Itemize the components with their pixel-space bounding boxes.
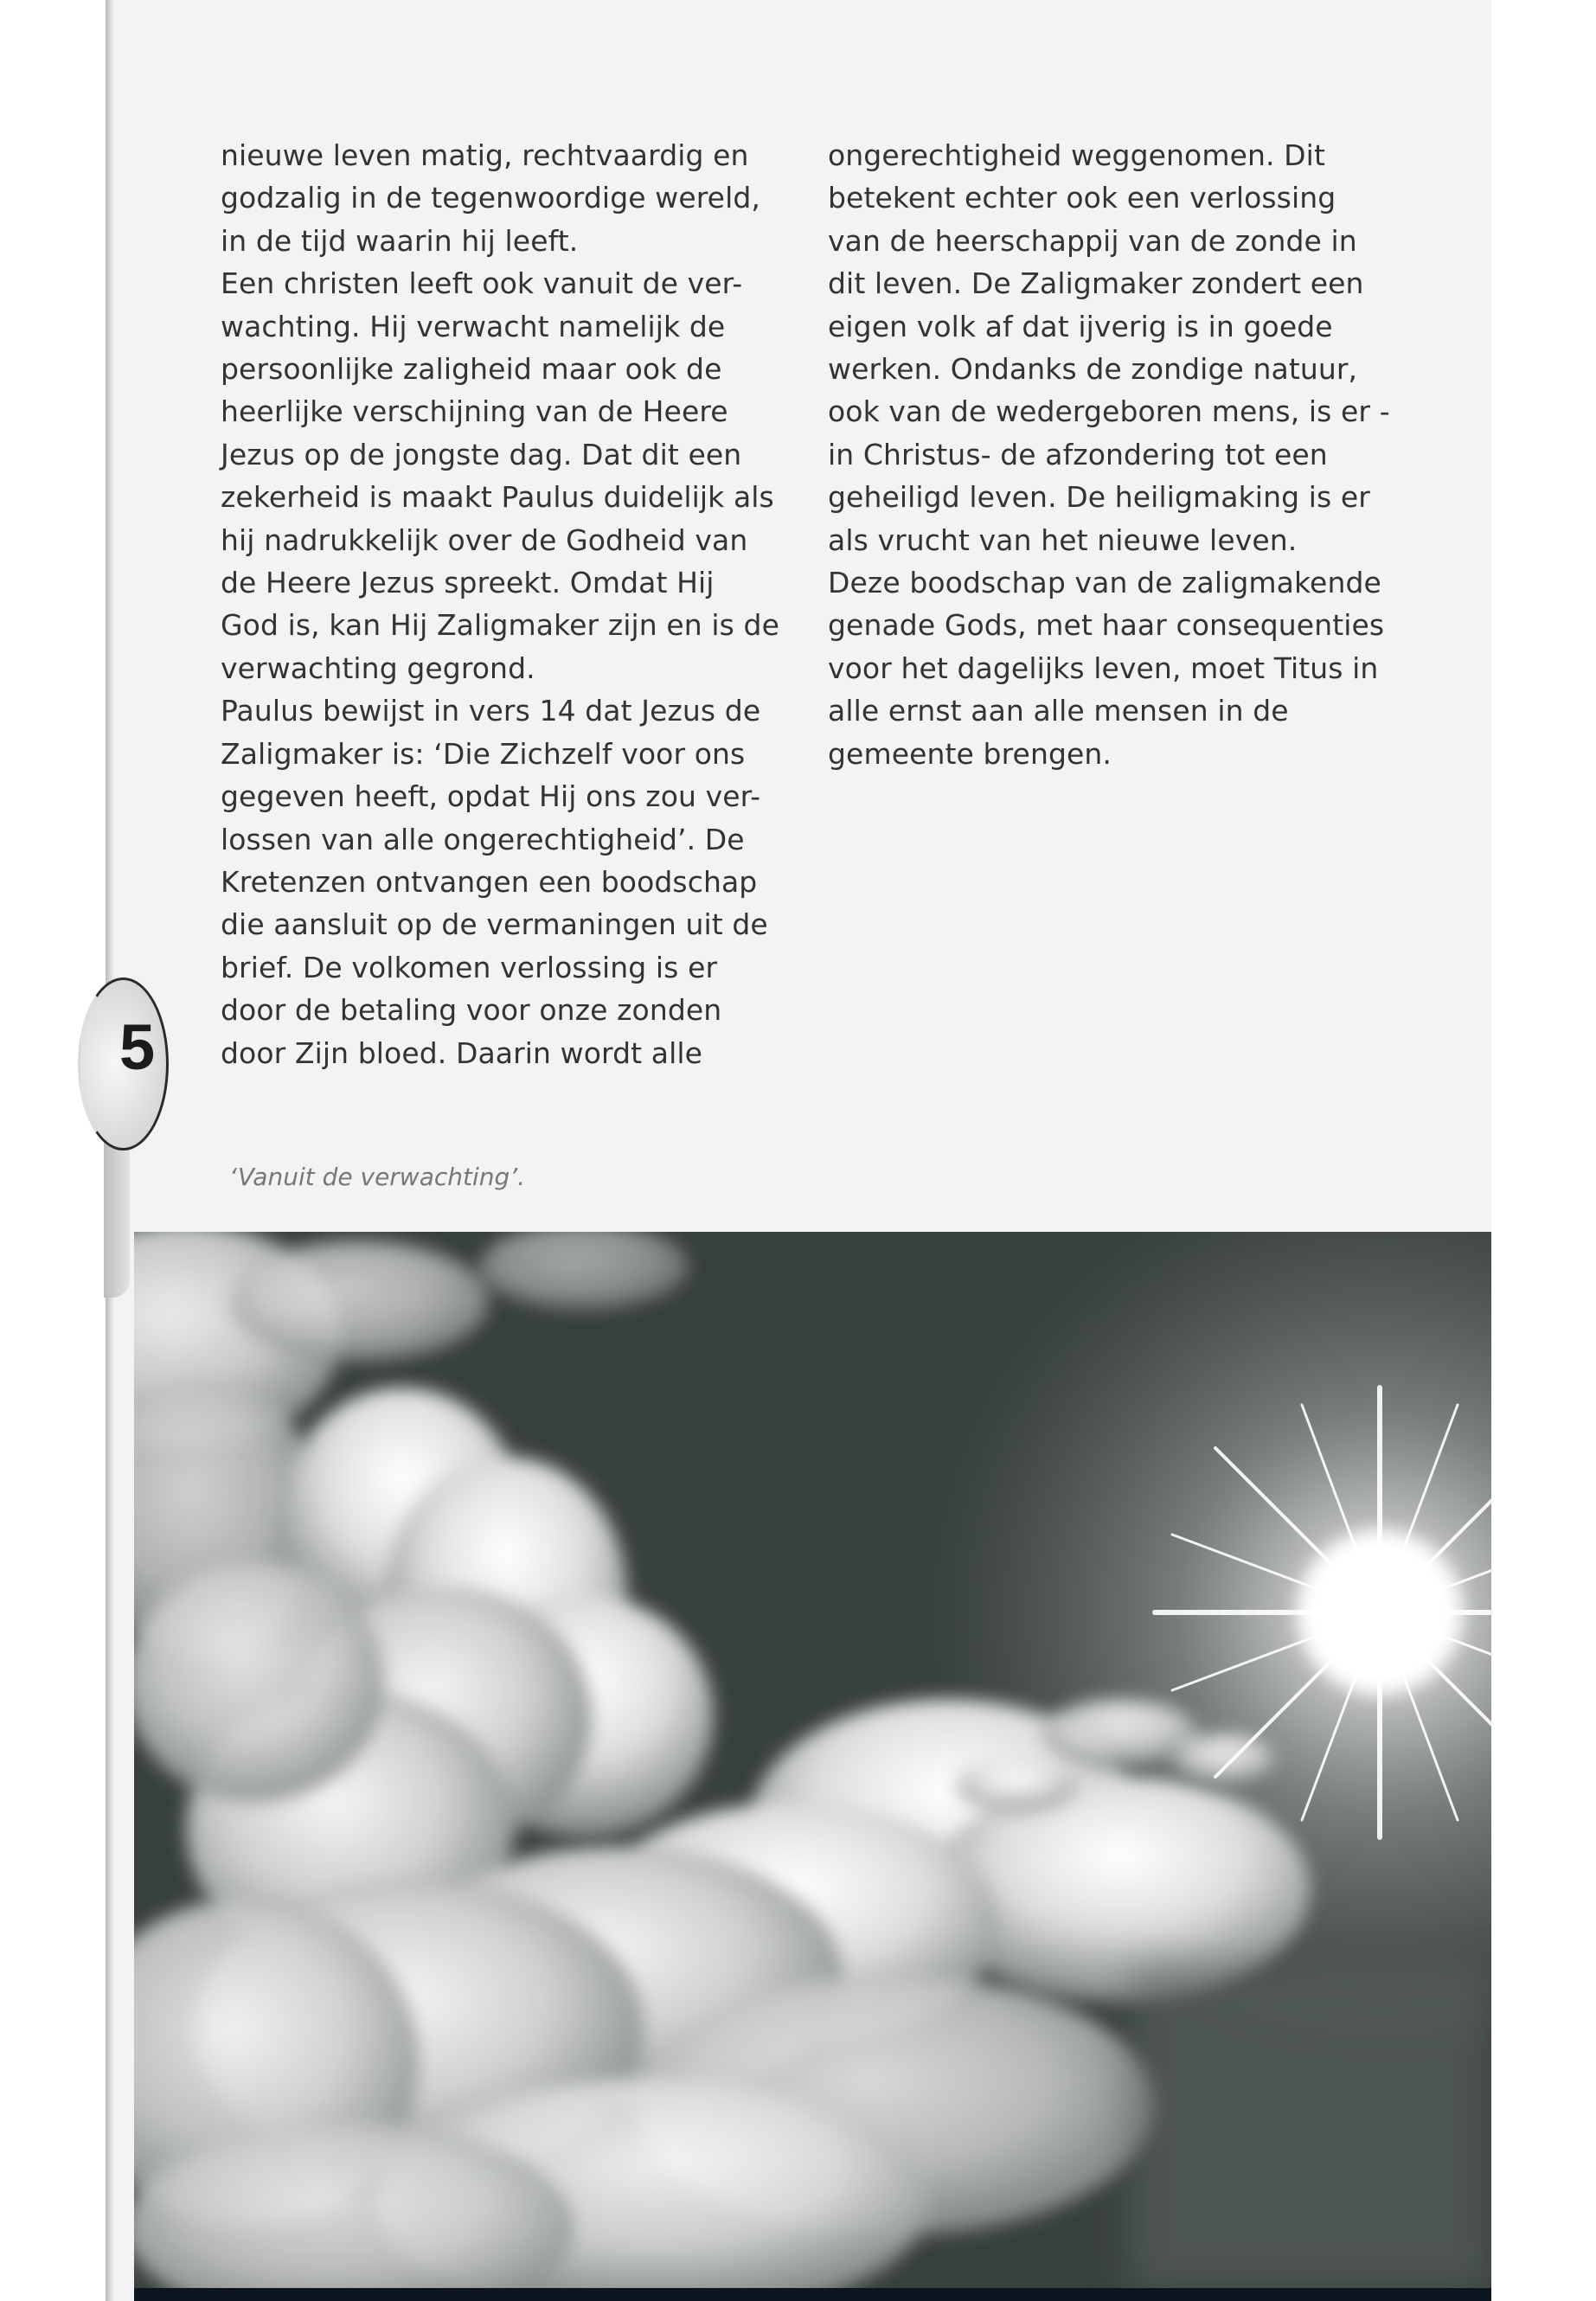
text-line: in Christus- de afzondering tot een [828,437,1328,471]
text-line: in de tijd waarin hij leeft. [221,223,579,258]
text-line: ongerechtigheid weggenomen. Dit [828,138,1325,172]
chapter-tab-lower-edge [104,1125,130,1298]
text-line: als vrucht van het nieuwe leven. [828,522,1298,557]
text-line: werken. Ondanks de zondige natuur, [828,352,1358,387]
text-line: lossen van alle ongerechtigheid’. De [221,822,745,856]
photo-bottom-edge [134,2288,1491,2301]
text-line: persoonlijke zaligheid maar ook de [221,352,722,387]
text-line: geheiligd leven. De heiligmaking is er [828,480,1370,515]
text-line: voor het dagelijks leven, moet Titus in [828,651,1379,685]
text-line: heerlijke verschijning van de Heere [221,394,728,429]
text-line: wachting. Hij verwacht namelijk de [221,309,726,343]
text-line: betekent echter ook een verlossing [828,181,1336,215]
text-line: Een christen leeft ook vanuit de ver- [221,266,743,301]
text-line: nieuwe leven matig, rechtvaardig en [221,138,749,172]
chapter-number: 5 [119,1011,156,1083]
text-line: verwachting gegrond. [221,651,535,685]
text-line: godzalig in de tegenwoordige wereld, [221,181,760,215]
text-line: Zaligmaker is: ‘Die Zichzelf voor ons [221,736,746,771]
text-line: God is, kan Hij Zaligmaker zijn en is de [221,608,779,643]
sky-photo [134,1232,1491,2292]
text-line: gemeente brengen. [828,736,1112,771]
right-text-column [828,134,1416,775]
text-line: Paulus bewijst in vers 14 dat Jezus de [221,694,761,728]
text-line: brief. De volkomen verlossing is er [221,950,718,984]
text-line: alle ernst aan alle mensen in de [828,694,1289,728]
photo-caption: ‘Vanuit de verwachting’. [229,1163,526,1191]
left-text-column [221,134,779,1074]
text-line: door de betaling voor onze zonden [221,993,722,1028]
text-line: Kretenzen ontvangen een boodschap [221,864,758,899]
text-line: ook van de wedergeboren mens, is er - [828,394,1390,429]
text-line: eigen volk af dat ijverig is in goede [828,309,1333,343]
text-line: Jezus op de jongste dag. Dat dit een [221,437,742,471]
text-line: gegeven heeft, opdat Hij ons zou ver- [221,779,761,814]
text-line: hij nadrukkelijk over de Godheid van [221,522,748,557]
text-line: genade Gods, met haar consequenties [828,608,1385,643]
text-line: Deze boodschap van de zaligmakende [828,566,1381,600]
text-line: die aansluit op de vermaningen uit de [221,907,768,942]
text-line: zekerheid is maakt Paulus duidelijk als [221,480,774,515]
sky-photo-graphic [134,1232,1491,2292]
text-line: door Zijn bloed. Daarin wordt alle [221,1035,703,1070]
text-line: dit leven. De Zaligmaker zondert een [828,266,1364,301]
text-line: van de heerschappij van de zonde in [828,223,1357,258]
text-line: de Heere Jezus spreekt. Omdat Hij [221,566,715,600]
